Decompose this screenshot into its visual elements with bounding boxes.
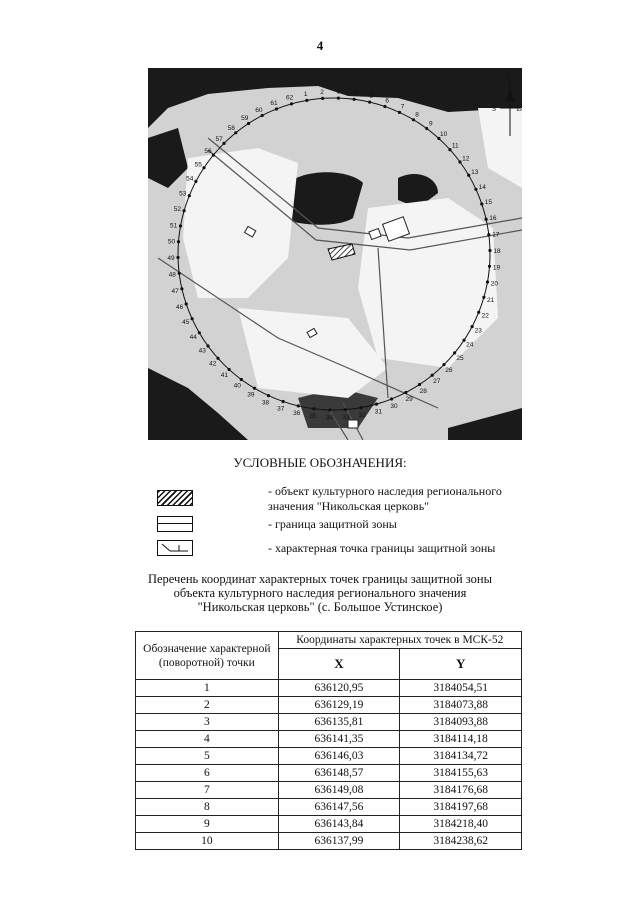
table-cell-n: 8 xyxy=(136,799,279,816)
svg-text:С: С xyxy=(507,70,514,80)
table-cell-n: 10 xyxy=(136,833,279,850)
boundary-point xyxy=(183,209,186,212)
boundary-point-label: 18 xyxy=(493,247,501,255)
boundary-point-label: 21 xyxy=(486,296,495,304)
table-cell-x: 636120,95 xyxy=(278,680,400,697)
boundary-point xyxy=(267,394,270,397)
legend-boundary-symbol xyxy=(157,516,193,532)
svg-text:З: З xyxy=(492,104,497,113)
boundary-point-label: 53 xyxy=(179,190,187,198)
table-cell-x: 636135,81 xyxy=(278,714,400,731)
boundary-point xyxy=(398,111,401,114)
boundary-point-label: 17 xyxy=(492,231,500,239)
boundary-point xyxy=(383,105,386,108)
boundary-point-label: 34 xyxy=(325,414,334,422)
legend-point-symbol xyxy=(157,540,193,556)
table-row xyxy=(136,782,522,799)
boundary-point-label: 31 xyxy=(374,408,383,416)
boundary-point-label: 45 xyxy=(182,319,190,327)
col-coords-group-header: Координаты характерных точек в МСК-52 xyxy=(278,632,521,649)
boundary-point xyxy=(216,357,219,360)
boundary-point-label: 41 xyxy=(220,372,229,380)
table-cell-x: 636137,99 xyxy=(278,833,400,850)
table-cell-n: 9 xyxy=(136,816,279,833)
svg-text:В: В xyxy=(516,104,522,113)
boundary-point-label: 25 xyxy=(456,354,464,362)
boundary-point-label: 28 xyxy=(419,387,427,395)
boundary-point xyxy=(290,102,293,105)
boundary-point xyxy=(488,265,491,268)
boundary-point-label: 56 xyxy=(204,148,212,156)
boundary-point xyxy=(477,311,480,314)
boundary-point-label: 22 xyxy=(481,312,489,320)
boundary-point xyxy=(375,403,378,406)
table-cell-y: 3184134,72 xyxy=(400,748,522,765)
boundary-point-label: 49 xyxy=(167,255,175,263)
boundary-point xyxy=(305,99,308,102)
boundary-point xyxy=(282,400,285,403)
boundary-point xyxy=(474,188,477,191)
boundary-point-label: 35 xyxy=(309,413,317,421)
col-x-header: X xyxy=(278,649,400,680)
boundary-point-label: 39 xyxy=(247,391,255,399)
boundary-point-label: 23 xyxy=(474,327,482,335)
boundary-point-label: 1 xyxy=(303,91,308,98)
boundary-point-label: 27 xyxy=(433,378,441,386)
boundary-point-label: 19 xyxy=(492,264,501,272)
boundary-point xyxy=(485,218,488,221)
boundary-point xyxy=(178,272,181,275)
boundary-point-label: 30 xyxy=(390,403,398,410)
table-cell-y: 3184114,18 xyxy=(400,731,522,748)
boundary-point-label: 38 xyxy=(261,399,270,407)
boundary-point-label: 6 xyxy=(385,97,390,105)
table-cell-n: 5 xyxy=(136,748,279,765)
table-row xyxy=(136,731,522,748)
boundary-point xyxy=(418,383,421,386)
table-cell-n: 1 xyxy=(136,680,279,697)
table-row xyxy=(136,833,522,850)
coordinates-list-title: Перечень координат характерных точек границы защитной зоны объекта культурного наследия регионального значения "Никольская церковь" (с. Большое Устинское) xyxy=(147,572,493,614)
boundary-point-label: 52 xyxy=(173,206,182,214)
table-cell-n: 2 xyxy=(136,697,279,714)
boundary-point xyxy=(275,107,278,110)
boundary-point-label: 51 xyxy=(169,222,178,230)
boundary-point xyxy=(328,408,331,411)
table-row xyxy=(136,697,522,714)
boundary-point-label: 4 xyxy=(353,89,357,97)
table-row xyxy=(136,714,522,731)
boundary-point-label: 11 xyxy=(451,142,459,150)
table-row xyxy=(136,765,522,782)
boundary-point xyxy=(353,98,356,101)
table-cell-y: 3184176,68 xyxy=(400,782,522,799)
boundary-point xyxy=(240,378,243,381)
boundary-point-label: 60 xyxy=(255,106,263,114)
table-row xyxy=(136,680,522,697)
boundary-point-label: 14 xyxy=(478,183,486,191)
site-map xyxy=(148,68,522,440)
legend-title: УСЛОВНЫЕ ОБОЗНАЧЕНИЯ: xyxy=(233,455,407,470)
legend-item-object: - объект культурного наследия регионального значения "Никольская церковь" xyxy=(268,484,502,513)
page-number: 4 xyxy=(316,38,324,53)
boundary-point xyxy=(185,302,188,305)
table-cell-n: 3 xyxy=(136,714,279,731)
boundary-point xyxy=(188,194,191,197)
col-point-header: Обозначение характерной (поворотной) точки xyxy=(136,632,279,680)
boundary-point-label: 57 xyxy=(215,135,223,143)
table-cell-n: 4 xyxy=(136,731,279,748)
boundary-point xyxy=(198,331,201,334)
boundary-point-label: 55 xyxy=(194,161,202,169)
boundary-point xyxy=(390,397,393,400)
boundary-point-label: 24 xyxy=(466,341,474,349)
boundary-point xyxy=(177,240,180,243)
boundary-point-label: 15 xyxy=(484,199,493,207)
boundary-point-label: 62 xyxy=(285,94,294,102)
boundary-point xyxy=(442,363,445,366)
boundary-point xyxy=(228,368,231,371)
table-cell-n: 7 xyxy=(136,782,279,799)
boundary-point xyxy=(360,406,363,409)
boundary-point-label: 36 xyxy=(293,410,301,418)
table-cell-n: 6 xyxy=(136,765,279,782)
boundary-point xyxy=(486,280,489,283)
boundary-point-label: 37 xyxy=(277,405,285,413)
table-cell-y: 3184155,63 xyxy=(400,765,522,782)
boundary-point xyxy=(179,224,182,227)
boundary-point xyxy=(344,408,347,411)
boundary-point-label: 12 xyxy=(462,155,470,163)
boundary-point xyxy=(261,114,264,117)
boundary-point-label: 33 xyxy=(342,414,350,422)
table-cell-y: 3184197,68 xyxy=(400,799,522,816)
boundary-point xyxy=(253,387,256,390)
boundary-point xyxy=(488,249,491,252)
boundary-point xyxy=(471,325,474,328)
table-cell-y: 3184054,51 xyxy=(400,680,522,697)
table-cell-x: 636141,35 xyxy=(278,731,400,748)
boundary-point-label: 20 xyxy=(490,280,499,288)
legend-hatched-symbol xyxy=(157,490,193,506)
boundary-point-label: 32 xyxy=(358,412,366,419)
boundary-point-label: 44 xyxy=(189,333,197,341)
boundary-point-label: 16 xyxy=(489,215,497,223)
coordinates-table xyxy=(135,631,522,850)
boundary-point-label: 26 xyxy=(445,367,453,375)
table-cell-x: 636148,57 xyxy=(278,765,400,782)
table-cell-y: 3184073,88 xyxy=(400,697,522,714)
boundary-point xyxy=(462,339,465,342)
table-cell-y: 3184218,40 xyxy=(400,816,522,833)
boundary-point-label: 48 xyxy=(168,271,176,279)
table-cell-x: 636149,08 xyxy=(278,782,400,799)
table-cell-x: 636143,84 xyxy=(278,816,400,833)
boundary-point xyxy=(194,180,197,183)
boundary-point xyxy=(180,287,183,290)
boundary-point xyxy=(404,391,407,394)
table-cell-x: 636146,03 xyxy=(278,748,400,765)
boundary-point xyxy=(480,202,483,205)
boundary-point-label: 58 xyxy=(227,124,235,132)
table-row xyxy=(136,799,522,816)
boundary-point xyxy=(412,118,415,121)
boundary-point-label: 10 xyxy=(439,130,448,138)
boundary-point xyxy=(222,142,225,145)
boundary-point xyxy=(431,374,434,377)
legend-item-boundary: - граница защитной зоны xyxy=(268,517,397,531)
boundary-point-label: 2 xyxy=(320,88,324,96)
boundary-point-label: 3 xyxy=(336,88,341,96)
boundary-point-label: 43 xyxy=(198,347,206,355)
boundary-point xyxy=(176,256,179,259)
boundary-point-label: 50 xyxy=(167,238,176,246)
boundary-point xyxy=(482,296,485,299)
boundary-point xyxy=(297,404,300,407)
boundary-point-label: 40 xyxy=(233,382,241,390)
table-row xyxy=(136,816,522,833)
boundary-point xyxy=(206,344,209,347)
boundary-point xyxy=(337,97,340,100)
table-cell-x: 636147,56 xyxy=(278,799,400,816)
boundary-point-label: 5 xyxy=(369,92,374,100)
boundary-point-label: 42 xyxy=(209,360,217,368)
boundary-point xyxy=(467,174,470,177)
boundary-point-label: 8 xyxy=(415,111,419,119)
boundary-point-label: 29 xyxy=(405,396,413,404)
boundary-point-label: 61 xyxy=(270,100,278,107)
col-y-header: Y xyxy=(400,649,522,680)
boundary-point-label: 13 xyxy=(471,169,479,177)
boundary-point xyxy=(368,101,371,104)
table-cell-y: 3184238,62 xyxy=(400,833,522,850)
boundary-point xyxy=(202,166,205,169)
boundary-point xyxy=(312,407,315,410)
boundary-point-label: 54 xyxy=(186,175,194,183)
boundary-point xyxy=(321,97,324,100)
table-row xyxy=(136,748,522,765)
table-cell-y: 3184093,88 xyxy=(400,714,522,731)
boundary-point-label: 9 xyxy=(428,120,433,128)
boundary-point xyxy=(212,154,215,157)
boundary-point xyxy=(487,233,490,236)
legend-item-point: - характерная точка границы защитной зоны xyxy=(268,541,496,555)
boundary-point-label: 47 xyxy=(171,287,179,295)
boundary-point-label: 7 xyxy=(400,103,405,111)
boundary-point-label: 46 xyxy=(175,303,184,311)
boundary-point xyxy=(425,127,428,130)
boundary-point-label: 59 xyxy=(241,115,249,123)
table-cell-x: 636129,19 xyxy=(278,697,400,714)
boundary-point xyxy=(247,122,250,125)
boundary-point xyxy=(191,317,194,320)
